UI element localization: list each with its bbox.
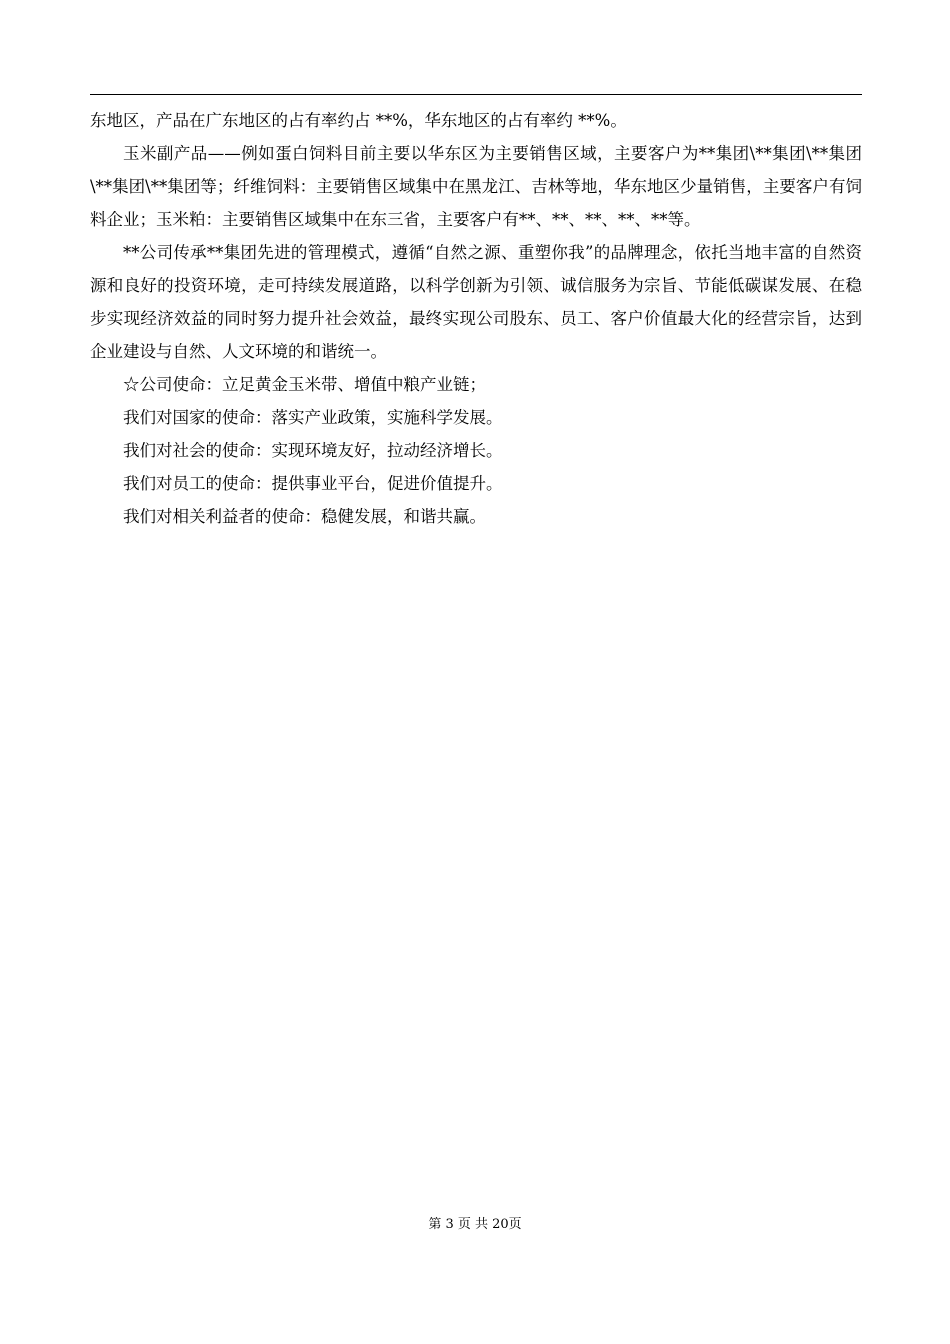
paragraph-mission-employees: 我们对员工的使命：提供事业平台，促进价值提升。 [123,474,503,493]
document-body [90,104,862,533]
header-rule [90,94,862,95]
paragraph-philosophy: **公司传承**集团先进的管理模式，遵循“自然之源、重塑你我”的品牌理念，依托当地丰富的自然资源和良好的投资环境，走可持续发展道路，以科学创新为引领、诚信服务为宗旨、节能低碳谋发展、在稳步实现经济效益的同时努力提升社会效益，最终实现公司股东、员工、客户价值最大化的经营宗旨，达到企业建设与自然、人文环境的和谐统一。 [90,243,862,361]
paragraph-mission-heading: ☆公司使命：立足黄金玉米带、增值中粮产业链； [123,375,486,394]
page-number: 第 3 页 共 20页 [428,1217,522,1232]
paragraph-mission-society: 我们对社会的使命：实现环境友好，拉动经济增长。 [123,441,503,460]
paragraph-byproducts: 玉米副产品——例如蛋白饲料目前主要以华东区为主要销售区域，主要客户为**集团\**集团\**集团\**集团\**集团等；纤维饲料：主要销售区域集中在黑龙江、吉林等地，华东地区少量销售，主要客户有饲料企业；玉米粕：主要销售区域集中在东三省，主要客户有**、**、**、**、**等。 [90,144,862,229]
paragraph-mission-nation: 我们对国家的使命：落实产业政策，实施科学发展。 [123,408,503,427]
paragraph-mission-stakeholders: 我们对相关利益者的使命：稳健发展，和谐共赢。 [123,507,486,526]
paragraph-continuation: 东地区，产品在广东地区的占有率约占 **%，华东地区的占有率约 **%。 [90,111,627,130]
